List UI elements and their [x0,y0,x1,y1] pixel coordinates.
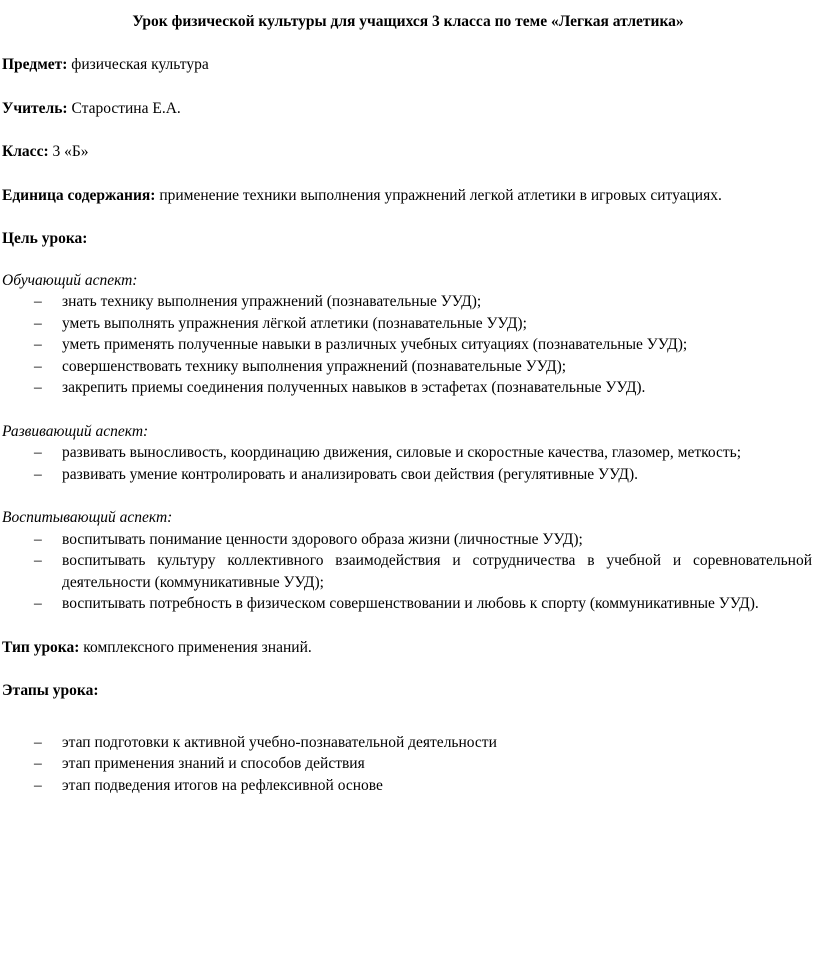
lesson-type-label: Тип урока: [2,638,80,656]
spacer [2,615,814,637]
lesson-type [2,637,814,659]
spacer [2,702,814,732]
aspect-heading-upbringing: Воспитывающий аспект: [2,509,173,526]
list-item: – уметь выполнять упражнения лёгкой атлетики (познавательные УУД); [2,313,814,335]
field-class-value: 3 «Б» [48,143,89,160]
spacer [2,119,814,141]
field-teacher-value: Старостина Е.А. [67,99,181,117]
spacer [2,163,814,185]
list-item: – развивать умение контролировать и анализировать свои действия (регулятивные УУД). [2,464,814,486]
list-item: – закрепить приемы соединения полученных навыков в эстафетах (познавательные УУД). [2,377,814,399]
aspect-list-developing [2,442,814,485]
spacer [2,485,814,507]
page-title: Урок физической культуры для учащихся 3 класса по теме «Легкая атлетика» [132,13,684,30]
spacer [2,76,814,98]
aspect-list-learning [2,291,814,399]
list-item: – воспитывать понимание ценности здорового образа жизни (личностные УУД); [2,529,814,551]
list-item: – этап применения знаний и способов действия [2,753,814,775]
spacer [2,32,814,54]
field-teacher-label: Учитель: [2,99,68,117]
aspect-list-upbringing [2,529,814,615]
lesson-type-value: комплексного применения знаний. [79,638,312,656]
field-content-unit-value: применение техники выполнения упражнений легкой атлетики в игровых ситуациях. [155,186,722,204]
spacer [2,399,814,421]
list-item: – совершенствовать технику выполнения упражнений (познавательные УУД); [2,356,814,378]
list-item: – воспитывать потребность в физическом совершенствовании и любовь к спорту (коммуникативные УУД). [2,593,814,615]
list-item: – развивать выносливость, координацию движения, силовые и скоростные качества, глазомер, меткость; [2,442,814,464]
spacer [2,250,814,270]
aspect-heading-developing: Развивающий аспект: [2,422,149,440]
list-item: – этап подготовки к активной учебно-познавательной деятельности [2,732,814,754]
stages-list [2,732,814,797]
field-content-unit [2,185,814,207]
goal-heading: Цель урока: [2,230,88,247]
field-subject [2,54,814,76]
spacer [2,658,814,680]
field-class [2,141,814,163]
field-subject-label: Предмет: [2,56,68,73]
spacer [2,206,814,228]
field-class-label: Класс: [2,143,49,160]
list-item: – знать технику выполнения упражнений (познавательные УУД); [2,291,814,313]
aspect-heading-learning: Обучающий аспект: [2,271,138,289]
field-teacher [2,98,814,120]
list-item: – воспитывать культуру коллективного взаимодействия и сотрудничества в учебной и соревновательной деятельности (коммуникативные УУД); [2,550,814,593]
list-item: – этап подведения итогов на рефлексивной основе [2,775,814,797]
list-item: – уметь применять полученные навыки в различных учебных ситуациях (познавательные УУД); [2,334,814,356]
field-content-unit-label: Единица содержания: [2,186,156,204]
stages-heading: Этапы урока: [2,682,99,699]
field-subject-value: физическая культура [67,56,209,73]
